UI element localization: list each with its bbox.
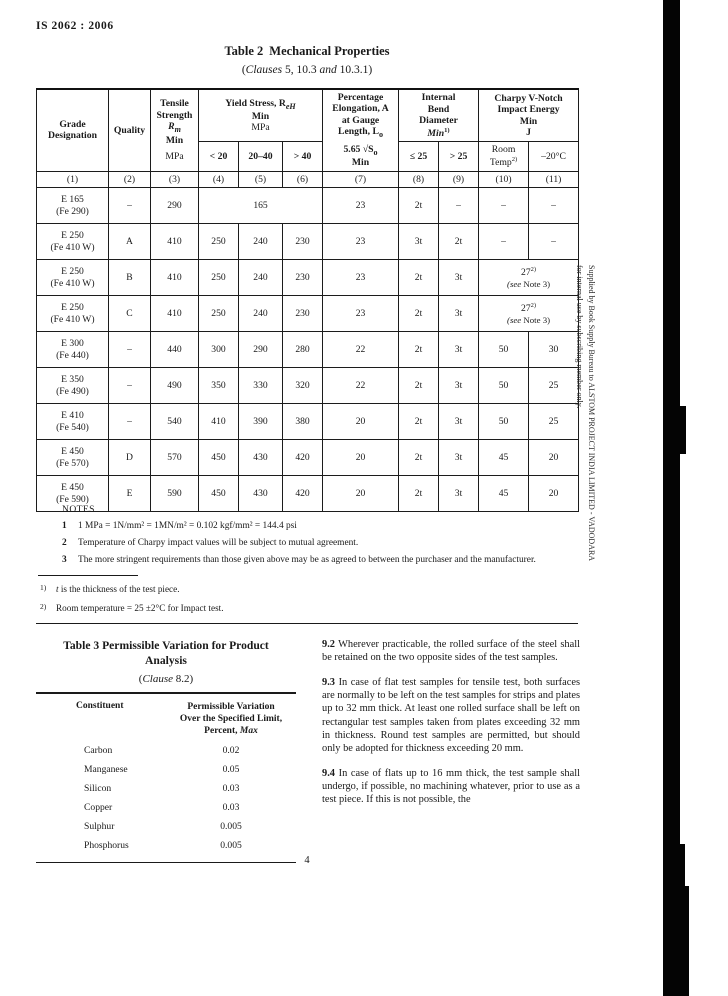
body-text-column bbox=[322, 638, 580, 817]
th-charpy-impact-energy: Charpy V-Notch Impact Energy Min J bbox=[479, 89, 579, 142]
th-grade-designation: Grade Designation bbox=[37, 89, 109, 171]
cell-bend-le25: 2t bbox=[399, 404, 439, 440]
th-charpy-minus20: –20°C bbox=[529, 142, 579, 171]
cell-tensile: 290 bbox=[151, 188, 199, 224]
th-yield-stress: Yield Stress, $R_{eH}$ Min MPa bbox=[199, 89, 323, 142]
cell-variation: 0.03 bbox=[222, 801, 240, 813]
cell-bend-le25: 3t bbox=[399, 224, 439, 260]
cell-tensile: 440 bbox=[151, 332, 199, 368]
cell-tensile: 410 bbox=[151, 260, 199, 296]
cell-charpy-room: 50 bbox=[479, 404, 529, 440]
cell-quality: – bbox=[109, 188, 151, 224]
cell-constituent: Phosphorus bbox=[84, 839, 129, 851]
cell-charpy-m20: 30 bbox=[529, 332, 579, 368]
colnum-3: (3) bbox=[151, 171, 199, 187]
cell-elongation: 20 bbox=[323, 440, 399, 476]
cell-yield-gt40: 420 bbox=[283, 440, 323, 476]
margin-supply-note bbox=[574, 265, 597, 575]
note-item: 1 1 MPa = 1N/mm² = 1MN/m² = 0.102 kgf/mm² = 144.4 psi bbox=[62, 520, 297, 531]
cell-tensile: 590 bbox=[151, 476, 199, 512]
cell-charpy-merged: 27$^{2)}$ (see Note 3) bbox=[479, 260, 579, 296]
table2-title bbox=[36, 44, 578, 59]
cell-elongation: 20 bbox=[323, 404, 399, 440]
cell-yield-20-40: 240 bbox=[239, 260, 283, 296]
cell-elongation: 23 bbox=[323, 224, 399, 260]
page-number: 4 bbox=[304, 855, 310, 866]
cell-bend-gt25: 2t bbox=[439, 224, 479, 260]
colnum-9: (9) bbox=[439, 171, 479, 187]
cell-tensile: 570 bbox=[151, 440, 199, 476]
table-row bbox=[37, 296, 579, 332]
scan-edge-artifact bbox=[663, 454, 680, 844]
margin-note-line-1: Supplied by Book Supply Bureau to ALSTOM PROJECT INDIA LIMITED - VADODARA bbox=[587, 265, 596, 562]
cell-bend-le25: 2t bbox=[399, 260, 439, 296]
table3-header-row bbox=[36, 694, 296, 741]
cell-charpy-m20: 25 bbox=[529, 368, 579, 404]
colnum-2: (2) bbox=[109, 171, 151, 187]
cell-bend-le25: 2t bbox=[399, 368, 439, 404]
cell-yield-merged: 165 bbox=[199, 188, 323, 224]
cell-variation: 0.05 bbox=[222, 763, 240, 775]
cell-yield-lt20: 410 bbox=[199, 404, 239, 440]
scan-edge-artifact bbox=[663, 844, 685, 886]
table2-clause-word: Clauses bbox=[245, 64, 283, 76]
cell-bend-le25: 2t bbox=[399, 476, 439, 512]
scan-edge-artifact bbox=[663, 0, 680, 406]
table-row bbox=[37, 368, 579, 404]
cell-yield-lt20: 350 bbox=[199, 368, 239, 404]
notes-heading: NOTES bbox=[62, 504, 95, 515]
colnum-4: (4) bbox=[199, 171, 239, 187]
table2 bbox=[36, 88, 579, 512]
cell-bend-le25: 2t bbox=[399, 440, 439, 476]
cell-grade: E 450 (Fe 590) bbox=[37, 476, 109, 512]
table-row bbox=[36, 798, 296, 817]
table3-body bbox=[36, 741, 296, 855]
cell-variation: 0.03 bbox=[222, 782, 240, 794]
table3-clause-ref: (Clause 8.2) bbox=[138, 673, 194, 686]
cell-constituent: Sulphur bbox=[84, 820, 115, 832]
cell-quality: B bbox=[109, 260, 151, 296]
cell-elongation: 23 bbox=[323, 188, 399, 224]
cell-yield-gt40: 380 bbox=[283, 404, 323, 440]
cell-bend-gt25: 3t bbox=[439, 440, 479, 476]
table-row bbox=[37, 440, 579, 476]
cell-elongation: 20 bbox=[323, 476, 399, 512]
cell-elongation: 23 bbox=[323, 296, 399, 332]
colnum-10: (10) bbox=[479, 171, 529, 187]
table-row bbox=[36, 760, 296, 779]
cell-yield-gt40: 280 bbox=[283, 332, 323, 368]
cell-yield-gt40: 320 bbox=[283, 368, 323, 404]
th-permissible-variation: Permissible Variation Over the Specified Limit, Percent, Max bbox=[179, 701, 283, 737]
cell-yield-20-40: 330 bbox=[239, 368, 283, 404]
cell-yield-gt40: 230 bbox=[283, 296, 323, 332]
table2-title-text: Mechanical Properties bbox=[269, 44, 390, 58]
scan-edge-artifact bbox=[663, 886, 689, 996]
cell-bend-gt25: 3t bbox=[439, 404, 479, 440]
cell-quality: A bbox=[109, 224, 151, 260]
th-bend-le25: ≤ 25 bbox=[399, 142, 439, 171]
cell-tensile: 410 bbox=[151, 224, 199, 260]
cell-bend-le25: 2t bbox=[399, 296, 439, 332]
cell-yield-lt20: 450 bbox=[199, 440, 239, 476]
cell-grade: E 450 (Fe 570) bbox=[37, 440, 109, 476]
cell-charpy-room: 50 bbox=[479, 332, 529, 368]
table-row bbox=[37, 260, 579, 296]
cell-grade: E 410 (Fe 540) bbox=[37, 404, 109, 440]
cell-constituent: Silicon bbox=[84, 782, 112, 794]
cell-bend-gt25: 3t bbox=[439, 260, 479, 296]
colnum-7: (7) bbox=[323, 171, 399, 187]
cell-charpy-merged: 27$^{2)}$ (see Note 3) bbox=[479, 296, 579, 332]
cell-charpy-m20: 25 bbox=[529, 404, 579, 440]
table-row bbox=[36, 779, 296, 798]
cell-yield-20-40: 430 bbox=[239, 440, 283, 476]
table2-container bbox=[36, 88, 578, 512]
cell-charpy-room: 50 bbox=[479, 368, 529, 404]
cell-charpy-room: 45 bbox=[479, 440, 529, 476]
cell-tensile: 410 bbox=[151, 296, 199, 332]
colnum-8: (8) bbox=[399, 171, 439, 187]
cell-grade: E 300 (Fe 440) bbox=[37, 332, 109, 368]
cell-quality: E bbox=[109, 476, 151, 512]
th-percentage-elongation: Percentage Elongation, A at Gauge Length, $L_o$ 5.65 $√S_o$ Min bbox=[323, 89, 399, 171]
cell-yield-lt20: 250 bbox=[199, 260, 239, 296]
table-row bbox=[36, 817, 296, 836]
th-charpy-room-temp: Room Temp$^{2)}$ bbox=[479, 142, 529, 171]
table3-title: Table 3 Permissible Variation for Product Analysis bbox=[63, 639, 269, 668]
cell-variation: 0.005 bbox=[220, 839, 242, 851]
th-internal-bend-diameter: Internal Bend Diameter Min$^{1)}$ bbox=[399, 89, 479, 142]
footnote-divider bbox=[38, 575, 138, 576]
cell-bend-gt25: 3t bbox=[439, 332, 479, 368]
colnum-11: (11) bbox=[529, 171, 579, 187]
cell-bend-le25: 2t bbox=[399, 188, 439, 224]
table3 bbox=[36, 694, 296, 855]
table2-column-number-row bbox=[37, 171, 579, 187]
cell-bend-le25: 2t bbox=[399, 332, 439, 368]
table2-title-label: Table 2 bbox=[224, 44, 264, 58]
cell-elongation: 22 bbox=[323, 332, 399, 368]
cell-grade: E 250 (Fe 410 W) bbox=[37, 224, 109, 260]
table-row bbox=[37, 332, 579, 368]
table-row bbox=[36, 836, 296, 855]
cell-charpy-m20: – bbox=[529, 188, 579, 224]
cell-yield-20-40: 240 bbox=[239, 224, 283, 260]
cell-bend-gt25: 3t bbox=[439, 296, 479, 332]
cell-bend-gt25: – bbox=[439, 188, 479, 224]
cell-quality: – bbox=[109, 368, 151, 404]
th-tensile-strength: Tensile Strength $R_m$ Min MPa bbox=[151, 89, 199, 171]
table-row bbox=[36, 741, 296, 760]
cell-yield-lt20: 250 bbox=[199, 224, 239, 260]
colnum-5: (5) bbox=[239, 171, 283, 187]
table2-header-row-main bbox=[37, 89, 579, 142]
cell-yield-20-40: 290 bbox=[239, 332, 283, 368]
table2-clause-ref: (Clauses 5, 10.3 and 10.3.1) bbox=[241, 64, 373, 76]
cell-quality: C bbox=[109, 296, 151, 332]
scan-edge-artifact bbox=[663, 406, 686, 454]
cell-quality: D bbox=[109, 440, 151, 476]
cell-tensile: 540 bbox=[151, 404, 199, 440]
table-row bbox=[37, 224, 579, 260]
cell-bend-gt25: 3t bbox=[439, 476, 479, 512]
clause-paragraph: 9.3 In case of flat test samples for tensile test, both surfaces are normally to be left on the test samples for strips and plates up to 32 mm thick. At least one rolled surface shall be left on rectangular test samples taken from plates exceeding 32 mm in thickness. Round test samples are permitted, but should only be adopted for thickness exceeding 20 mm. bbox=[322, 676, 580, 755]
cell-elongation: 22 bbox=[323, 368, 399, 404]
cell-quality: – bbox=[109, 332, 151, 368]
cell-yield-20-40: 240 bbox=[239, 296, 283, 332]
running-head: IS 2062 : 2006 bbox=[36, 20, 114, 32]
cell-grade: E 165 (Fe 290) bbox=[37, 188, 109, 224]
colnum-1: (1) bbox=[37, 171, 109, 187]
footnote-item: 1) t is the thickness of the test piece. bbox=[40, 583, 180, 594]
cell-charpy-m20: – bbox=[529, 224, 579, 260]
cell-yield-20-40: 390 bbox=[239, 404, 283, 440]
table2-footnotes bbox=[40, 584, 560, 622]
note-item: 2 Temperature of Charpy impact values will be subject to mutual agreement. bbox=[62, 538, 359, 548]
cell-constituent: Copper bbox=[84, 801, 113, 813]
table-row bbox=[37, 404, 579, 440]
cell-quality: – bbox=[109, 404, 151, 440]
cell-variation: 0.005 bbox=[220, 820, 242, 832]
table-row bbox=[37, 188, 579, 224]
cell-elongation: 23 bbox=[323, 260, 399, 296]
colnum-6: (6) bbox=[283, 171, 323, 187]
table2-body bbox=[37, 188, 579, 512]
th-constituent: Constituent bbox=[76, 700, 124, 711]
cell-variation: 0.02 bbox=[222, 744, 240, 756]
cell-yield-gt40: 230 bbox=[283, 260, 323, 296]
cell-constituent: Manganese bbox=[84, 763, 128, 775]
clause-paragraph: 9.2 Wherever practicable, the rolled surface of the steel shall be retained on the two opposite sides of the test samples. bbox=[322, 639, 581, 664]
th-yield-20-40: 20–40 bbox=[239, 142, 283, 171]
cell-bend-gt25: 3t bbox=[439, 368, 479, 404]
th-bend-gt25: > 25 bbox=[439, 142, 479, 171]
cell-grade: E 250 (Fe 410 W) bbox=[37, 296, 109, 332]
cell-charpy-room: 45 bbox=[479, 476, 529, 512]
cell-charpy-room: – bbox=[479, 188, 529, 224]
table3-container bbox=[36, 638, 296, 863]
table2-notes bbox=[62, 505, 582, 574]
cell-yield-lt20: 250 bbox=[199, 296, 239, 332]
footnote-item: 2) Room temperature = 25 ±2°C for Impact test. bbox=[40, 602, 224, 613]
cell-constituent: Carbon bbox=[84, 744, 113, 756]
cell-tensile: 490 bbox=[151, 368, 199, 404]
th-yield-lt20: < 20 bbox=[199, 142, 239, 171]
margin-note-line-2: for internal use by subscribing member only. bbox=[575, 265, 585, 409]
cell-yield-lt20: 450 bbox=[199, 476, 239, 512]
th-yield-gt40: > 40 bbox=[283, 142, 323, 171]
cell-yield-gt40: 420 bbox=[283, 476, 323, 512]
note-item: 3 The more stringent requirements than those given above may be as agreed to between the purchaser and the manufacturer. bbox=[62, 555, 536, 566]
cell-charpy-m20: 20 bbox=[529, 476, 579, 512]
cell-grade: E 350 (Fe 490) bbox=[37, 368, 109, 404]
clause-paragraph: 9.4 In case of flats up to 16 mm thick, the test sample shall undergo, if possible, no machining whatever, prior to use as a test piece. If this is not possible, the bbox=[322, 767, 580, 806]
cell-charpy-room: – bbox=[479, 224, 529, 260]
cell-yield-gt40: 230 bbox=[283, 224, 323, 260]
cell-charpy-m20: 20 bbox=[529, 440, 579, 476]
section-divider bbox=[36, 623, 578, 624]
th-quality: Quality bbox=[109, 89, 151, 171]
cell-grade: E 250 (Fe 410 W) bbox=[37, 260, 109, 296]
cell-yield-20-40: 430 bbox=[239, 476, 283, 512]
cell-yield-lt20: 300 bbox=[199, 332, 239, 368]
